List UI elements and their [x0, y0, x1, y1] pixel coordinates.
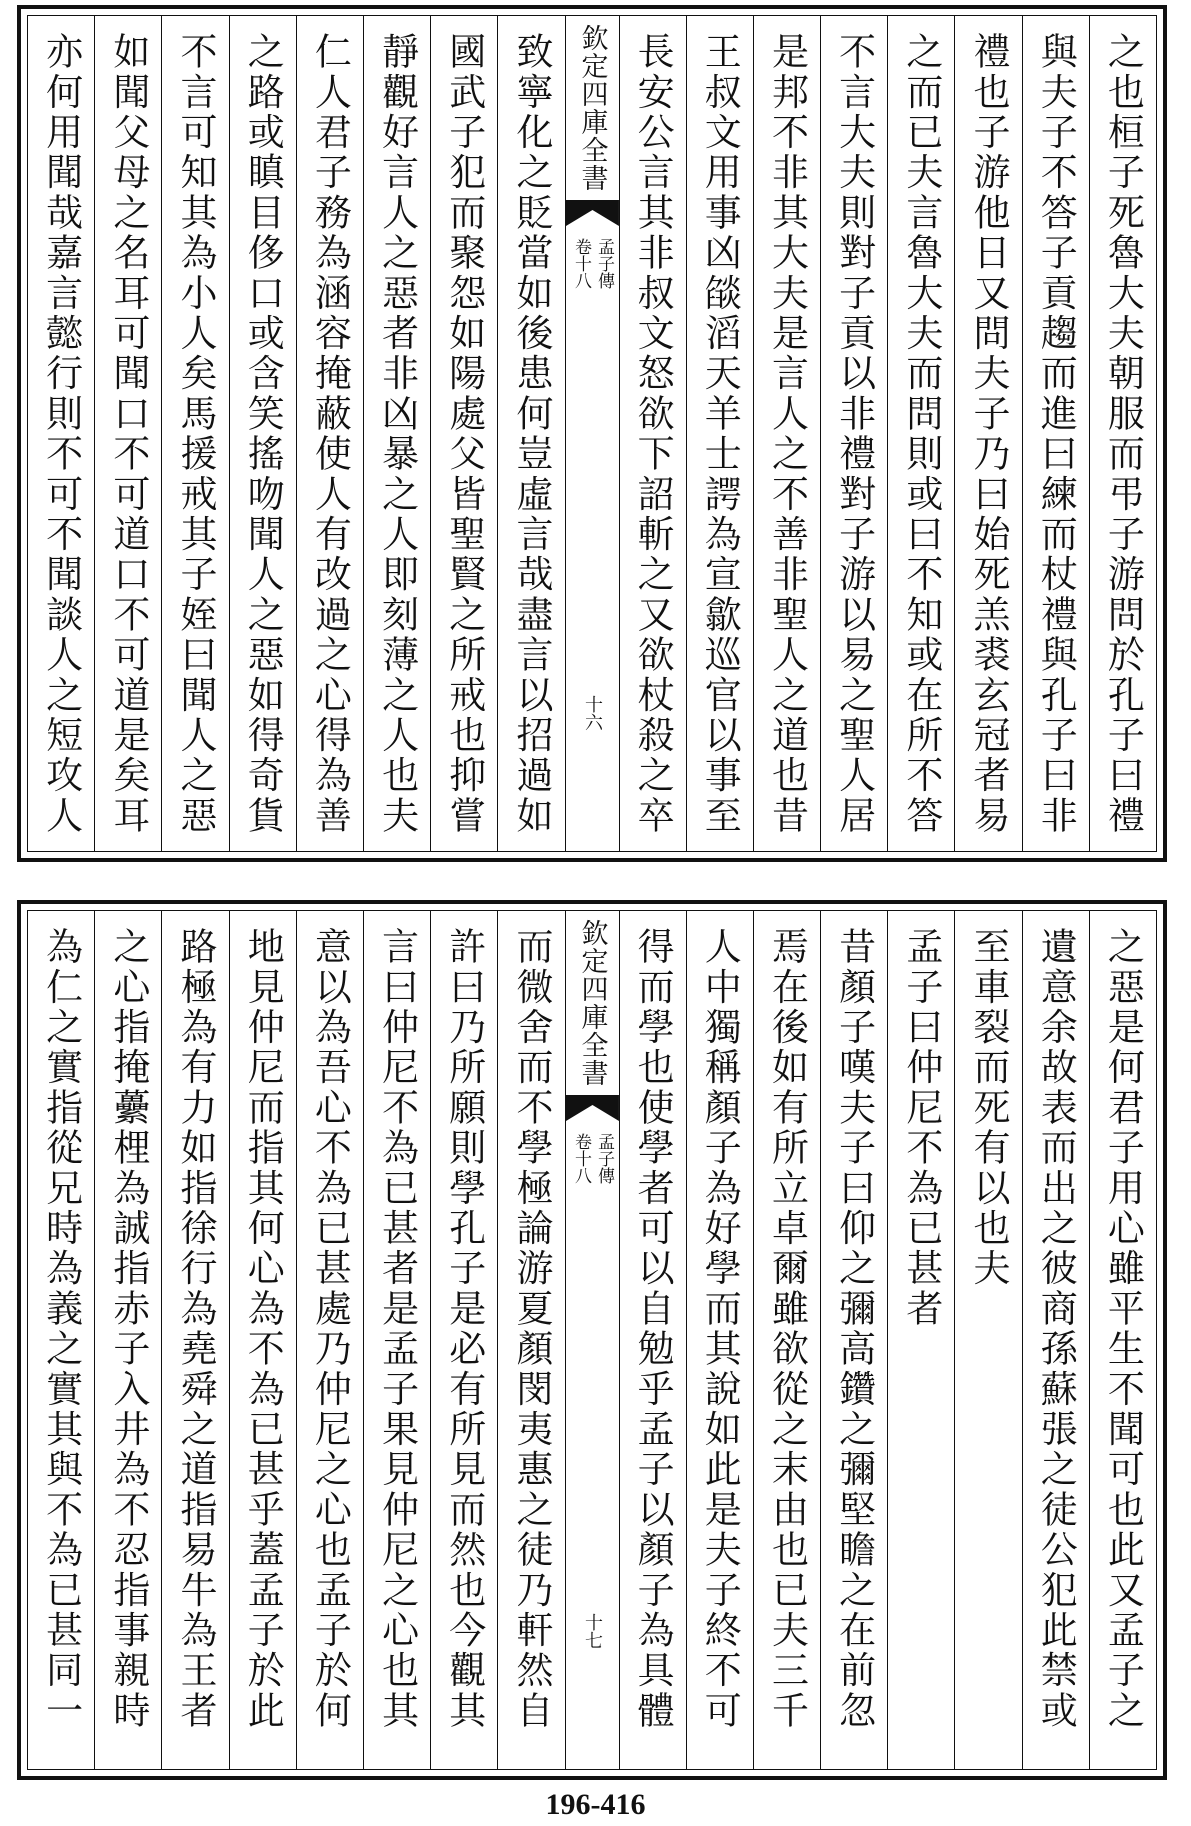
text-column: 禮也子游他日又問夫子乃曰始死羔裘玄冠者易 [954, 16, 1021, 851]
text-column: 言曰仲尼不為已甚者是孟子果見仲尼之心也其 [363, 911, 430, 1769]
text-column: 長安公言其非叔文怒欲下詔斬之又欲杖殺之卒 [619, 16, 686, 851]
volume-label: 卷十八 [571, 1133, 592, 1184]
text-column: 如聞父母之名耳可聞口不可道口不可道是矣耳 [94, 16, 161, 851]
top-leaf [17, 5, 1167, 862]
text-column: 之路或瞋目侈口或含笑搖吻聞人之惡如得奇貨 [229, 16, 296, 851]
page-label: 196-416 [545, 1788, 646, 1821]
text-column: 之而已夫言魯大夫而問則或曰不知或在所不答 [887, 16, 954, 851]
work-title: 孟子傳 [594, 1133, 615, 1184]
text-column: 王叔文用事凶燄滔天羊士諤為宣歙巡官以事至 [686, 16, 753, 851]
text-column: 遺意余故表而出之彼商孫蘇張之徒公犯此禁或 [1022, 911, 1089, 1769]
center-fold-column [565, 911, 619, 1769]
text-column: 亦何用聞哉嘉言懿行則不可不聞談人之短攻人 [39, 32, 83, 836]
text-column: 仁人君子務為涵容掩蔽使人有改過之心得為善 [296, 16, 363, 851]
text-column: 許曰乃所願則學孔子是必有所見而然也今觀其 [430, 911, 497, 1769]
leaf-number: 十七 [582, 1613, 604, 1649]
fishtail-mark-icon [566, 1095, 619, 1121]
book-title: 欽定四庫全書 [576, 24, 608, 192]
text-column: 之惡是何君子用心雖平生不聞可也此又孟子之 [1089, 911, 1156, 1769]
top-leaf-columns [28, 16, 1156, 851]
text-column: 路極為有力如指徐行為堯舜之道指易牛為王者 [161, 911, 228, 1769]
text-column: 得而學也使學者可以自勉乎孟子以顏子為具體 [619, 911, 686, 1769]
text-column: 之也桓子死魯大夫朝服而弔子游問於孔子曰禮 [1089, 16, 1156, 851]
text-column: 孟子曰仲尼不為已甚者 [887, 911, 954, 1769]
bottom-leaf-columns [28, 911, 1156, 1769]
text-column: 之心指掩虆梩為誠指赤子入井為不忍指事親時 [94, 911, 161, 1769]
text-column: 而微舍而不學極論游夏顏閔夷惠之徒乃軒然自 [497, 911, 564, 1769]
work-title: 孟子傳 [594, 238, 615, 289]
volume-label: 卷十八 [571, 238, 592, 289]
text-column: 人中獨稱顏子為好學而其說如此是夫子終不可 [686, 911, 753, 1769]
chapter-info [571, 238, 615, 289]
text-column: 是邦不非其大夫是言人之不善非聖人之道也昔 [753, 16, 820, 851]
bottom-leaf-inner-frame [27, 910, 1157, 1770]
text-column: 昔顏子嘆夫子曰仰之彌高鑽之彌堅瞻之在前忽 [820, 911, 887, 1769]
text-column: 不言可知其為小人矣馬援戒其子姪曰聞人之惡 [161, 16, 228, 851]
chapter-info [571, 1133, 615, 1184]
text-column: 國武子犯而聚怨如陽處父皆聖賢之所戒也抑嘗 [430, 16, 497, 851]
text-column: 不言大夫則對子貢以非禮對子游以易之聖人居 [820, 16, 887, 851]
text-column: 與夫子不答子貢趨而進曰練而杖禮與孔子曰非 [1022, 16, 1089, 851]
text-column: 為仁之實指從兄時為義之實其與不為已甚同一 [39, 927, 83, 1731]
text-column: 至車裂而死有以也夫 [954, 911, 1021, 1769]
leaf-number: 十六 [582, 695, 604, 731]
text-column: 焉在後如有所立卓爾雖欲從之末由也已夫三千 [753, 911, 820, 1769]
fishtail-mark-icon [566, 200, 619, 226]
center-fold-column [565, 16, 619, 851]
bottom-leaf [17, 900, 1167, 1780]
text-column: 意以為吾心不為已甚處乃仲尼之心也孟子於何 [296, 911, 363, 1769]
top-leaf-inner-frame [27, 15, 1157, 852]
text-column: 地見仲尼而指其何心為不為已甚乎蓋孟子於此 [229, 911, 296, 1769]
text-column: 致寧化之貶當如後患何豈虛言哉盡言以招過如 [497, 16, 564, 851]
book-title: 欽定四庫全書 [576, 919, 608, 1087]
text-column: 靜觀好言人之惡者非凶暴之人即刻薄之人也夫 [363, 16, 430, 851]
